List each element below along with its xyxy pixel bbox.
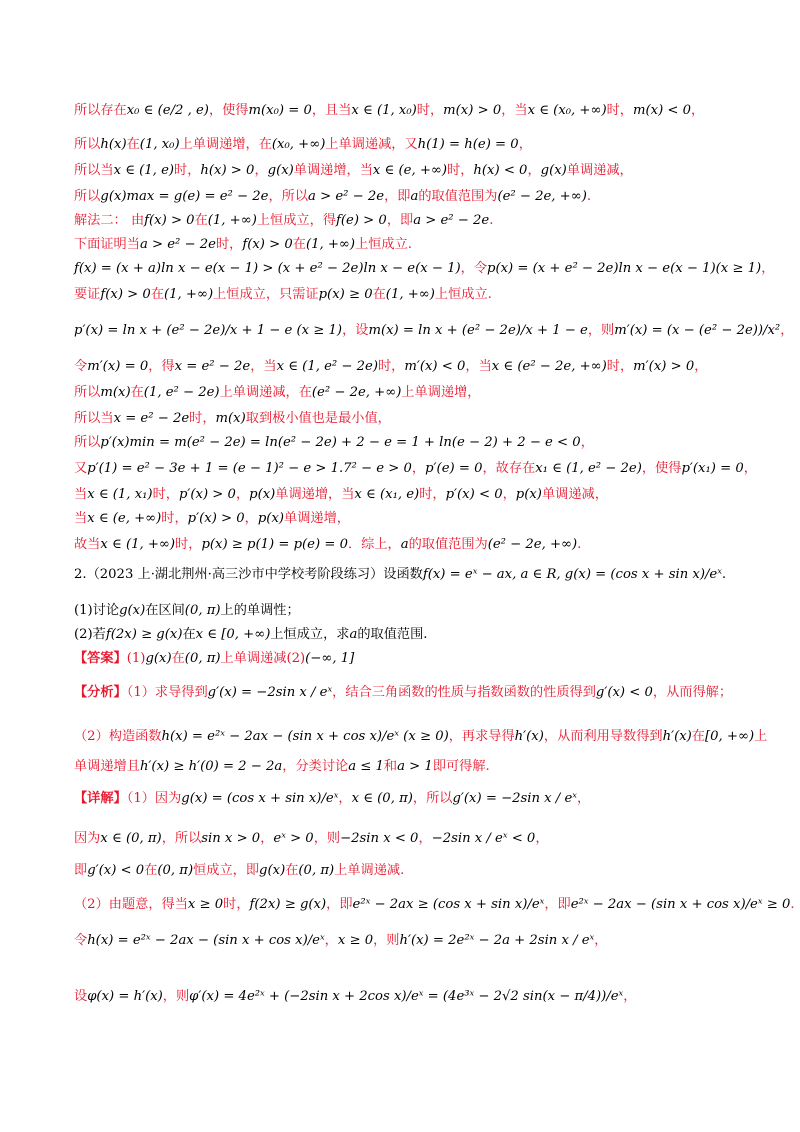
text-segment: 时， bbox=[161, 511, 188, 526]
text-line bbox=[74, 830, 760, 848]
text-line bbox=[74, 862, 760, 880]
math-expression: (1, +∞) bbox=[207, 213, 257, 228]
text-segment: 即可得解. bbox=[432, 759, 490, 774]
math-expression: h′(x) = 2e²ˣ − 2a + 2sin x / eˣ bbox=[399, 933, 595, 948]
text-segment: 在 bbox=[691, 729, 705, 744]
math-expression: a > e² − 2e bbox=[139, 237, 216, 252]
text-segment: 时， bbox=[416, 103, 444, 118]
math-expression: x ∈ (e, +∞) bbox=[372, 163, 448, 178]
math-expression: φ(x) = h′(x) bbox=[87, 989, 163, 1004]
text-segment: . bbox=[577, 537, 582, 552]
text-segment: ，则 bbox=[162, 989, 190, 1004]
text-segment: 在 bbox=[144, 863, 158, 878]
math-expression: h(x) = e²ˣ − 2ax − (sin x + cos x)/eˣ bbox=[87, 933, 325, 948]
text-segment: 上单调递减，又 bbox=[325, 137, 418, 152]
math-expression: x ∈ (0, π) bbox=[100, 831, 162, 846]
text-line bbox=[74, 102, 760, 120]
math-expression: (1, x₀) bbox=[139, 137, 180, 152]
math-expression: (1, +∞) bbox=[305, 237, 356, 252]
math-expression: (e² − 2e, +∞) bbox=[487, 537, 578, 552]
text-line bbox=[74, 322, 794, 340]
text-segment: 时， bbox=[189, 411, 216, 426]
text-segment: (2) bbox=[286, 651, 306, 666]
text-segment: ，从而利用导数得到 bbox=[543, 729, 663, 744]
text-segment: 由 bbox=[126, 213, 145, 228]
text-segment: ， bbox=[324, 933, 338, 948]
math-expression: g′(x) < 0 bbox=[87, 863, 145, 878]
math-expression: h(x) > 0 bbox=[200, 163, 255, 178]
math-expression: g′(x) = −2sin x / eˣ bbox=[207, 685, 333, 700]
math-expression: p′(1) = e² − 3e + 1 = (e − 1)² − e > 1.7² − e > 0 bbox=[87, 461, 412, 476]
text-segment: (2)若 bbox=[74, 627, 106, 642]
math-expression: e²ˣ − 2ax − (sin x + cos x)/eˣ ≥ 0 bbox=[570, 897, 791, 912]
text-line bbox=[74, 650, 760, 668]
math-expression: −2sin x / eˣ < 0 bbox=[431, 831, 536, 846]
text-segment: ，所以 bbox=[412, 791, 453, 806]
math-expression: a bbox=[410, 189, 419, 204]
text-line bbox=[74, 684, 760, 702]
math-expression: p(x) ≥ p(1) = p(e) = 0 bbox=[201, 537, 348, 552]
text-line bbox=[74, 510, 760, 528]
math-expression: p(x) ≥ 0 bbox=[318, 287, 373, 302]
math-expression: (0, π) bbox=[157, 863, 194, 878]
text-segment: 时， bbox=[419, 487, 446, 502]
math-expression: x₁ ∈ (1, e² − 2e) bbox=[535, 461, 642, 476]
section-label: 【答案】 bbox=[74, 651, 127, 666]
math-expression: h′(x) ≥ h′(0) = 2 − 2a bbox=[139, 759, 283, 774]
math-expression: p′(x) > 0 bbox=[187, 511, 245, 526]
math-expression: x ∈ (0, π) bbox=[351, 791, 413, 806]
math-expression: p(x) = (x + e² − 2e)ln x − e(x − 1)(x ≥ 1) bbox=[487, 261, 762, 276]
math-expression: a > 1 bbox=[397, 759, 433, 774]
text-segment: (1) bbox=[126, 651, 146, 666]
math-expression: e²ˣ − 2ax ≥ (cos x + sin x)/eˣ bbox=[352, 897, 545, 912]
math-expression: m′(x) > 0 bbox=[633, 359, 695, 374]
text-segment: . bbox=[721, 567, 727, 582]
text-line bbox=[74, 384, 760, 402]
math-expression: x ≥ 0 bbox=[337, 933, 374, 948]
text-line bbox=[74, 358, 760, 376]
text-line bbox=[74, 162, 760, 180]
math-expression: a bbox=[349, 627, 358, 642]
text-segment: ，当 bbox=[250, 359, 277, 374]
text-segment: ， bbox=[338, 791, 352, 806]
math-expression: h(1) = h(e) = 0 bbox=[417, 137, 519, 152]
text-segment: ， bbox=[411, 461, 426, 476]
text-segment: ，设 bbox=[342, 323, 369, 338]
text-line bbox=[74, 212, 760, 230]
text-line bbox=[74, 790, 760, 808]
text-segment: 在区间 bbox=[145, 603, 185, 618]
math-expression: m(x) = ln x + (e² − 2e)/x + 1 − e bbox=[368, 323, 588, 338]
math-expression: h′(x) bbox=[662, 729, 692, 744]
text-segment: 的取值范围为 bbox=[408, 537, 488, 552]
text-segment: （1）因为 bbox=[126, 791, 182, 806]
text-segment: 和 bbox=[383, 759, 398, 774]
text-segment: 时， bbox=[175, 537, 202, 552]
text-segment: 上单调递减. bbox=[334, 863, 405, 878]
text-segment: 的取值范围为 bbox=[418, 189, 498, 204]
math-expression: [0, +∞) bbox=[704, 729, 755, 744]
math-expression: x ∈ (x₁, e) bbox=[354, 487, 420, 502]
text-segment: 所以当 bbox=[74, 163, 114, 178]
text-line bbox=[74, 236, 760, 254]
math-expression: g(x) bbox=[259, 863, 286, 878]
text-segment: （2）构造函数 bbox=[74, 729, 162, 744]
math-expression: f(2x) ≥ g(x) bbox=[105, 627, 183, 642]
math-expression: g′(x) < 0 bbox=[595, 685, 653, 700]
math-expression: g(x) bbox=[540, 163, 567, 178]
text-segment: ， bbox=[244, 511, 258, 526]
math-expression: p(x) bbox=[249, 487, 276, 502]
math-expression: p′(x) > 0 bbox=[178, 487, 236, 502]
text-segment: 单调递增， bbox=[284, 511, 350, 526]
math-expression: g(x) = (cos x + sin x)/eˣ bbox=[181, 791, 339, 806]
text-segment: (1)讨论 bbox=[74, 603, 120, 618]
text-segment: 时， bbox=[223, 897, 250, 912]
math-expression: m′(x) = 0 bbox=[87, 359, 149, 374]
section-label: 【分析】 bbox=[74, 685, 127, 700]
text-segment: 因为 bbox=[74, 831, 101, 846]
text-segment: 所以存在 bbox=[74, 103, 127, 118]
text-segment: ，得 bbox=[148, 359, 175, 374]
text-segment: （1）求导得到 bbox=[126, 685, 208, 700]
text-segment: 在 bbox=[182, 627, 196, 642]
text-segment: 时， bbox=[152, 487, 179, 502]
text-segment: 即 bbox=[74, 863, 88, 878]
text-segment: ．综上， bbox=[347, 537, 401, 552]
math-expression: a ≤ 1 bbox=[348, 759, 384, 774]
text-segment: 在 bbox=[285, 863, 299, 878]
text-segment: 上恒成立. bbox=[355, 237, 413, 252]
text-segment: 当 bbox=[74, 487, 88, 502]
text-segment: 在 bbox=[126, 137, 140, 152]
text-segment: 故当 bbox=[74, 537, 101, 552]
text-segment: （2）由题意，得当 bbox=[74, 897, 188, 912]
text-segment: 所以 bbox=[74, 385, 101, 400]
text-segment: 上恒成立，得 bbox=[256, 213, 336, 228]
math-expression: p′(e) = 0 bbox=[425, 461, 483, 476]
text-segment: 要证 bbox=[74, 287, 101, 302]
text-segment: ， bbox=[623, 989, 637, 1004]
text-segment: 2.（2023 上·湖北荆州·高三沙市中学校考阶段练习）设函数 bbox=[74, 567, 423, 582]
math-expression: p(x) bbox=[257, 511, 285, 526]
text-segment: 单调递减， bbox=[566, 163, 633, 178]
math-expression: h(x) = e²ˣ − 2ax − (sin x + cos x)/eˣ (x ≥ 0) bbox=[161, 729, 449, 744]
text-segment: ， bbox=[235, 487, 250, 502]
math-expression: (0, π) bbox=[184, 651, 221, 666]
math-expression: f(x) = (x + a)ln x − e(x − 1) > (x + e² − 2e)ln x − e(x − 1) bbox=[74, 261, 461, 276]
text-segment: ，即 bbox=[384, 189, 411, 204]
text-segment: 恒成立，即 bbox=[193, 863, 260, 878]
text-segment: ， bbox=[694, 359, 708, 374]
text-segment: ， bbox=[518, 137, 532, 152]
text-segment: 解法二： bbox=[74, 213, 127, 228]
math-expression: h′(x) bbox=[514, 729, 544, 744]
math-expression: p′(x) < 0 bbox=[445, 487, 503, 502]
text-segment: 下面证明当 bbox=[74, 237, 140, 252]
text-line bbox=[74, 460, 760, 478]
text-line bbox=[74, 932, 760, 950]
math-expression: x₀ ∈ (e/2 , e) bbox=[126, 103, 209, 118]
math-expression: m′(x) = (x − (e² − 2e))/x² bbox=[614, 323, 781, 338]
text-segment: 时， bbox=[606, 359, 634, 374]
text-segment: 上单调递增，在 bbox=[179, 137, 272, 152]
math-expression: g′(x) = −2sin x / eˣ bbox=[452, 791, 577, 806]
text-segment: ，故存在 bbox=[482, 461, 536, 476]
text-segment: 上单调递减 bbox=[220, 651, 287, 666]
math-expression: (1, +∞) bbox=[385, 287, 435, 302]
text-segment: . bbox=[586, 189, 592, 204]
text-line bbox=[74, 260, 775, 278]
text-segment: ， bbox=[418, 831, 432, 846]
text-line bbox=[74, 286, 760, 304]
text-segment: 在 bbox=[372, 287, 386, 302]
text-segment: 在 bbox=[292, 237, 306, 252]
text-segment: 时， bbox=[215, 237, 243, 252]
text-segment: 所以当 bbox=[74, 411, 114, 426]
text-segment: 上的单调性； bbox=[220, 603, 300, 618]
text-segment: ，则 bbox=[313, 831, 341, 846]
text-segment: ， bbox=[743, 461, 757, 476]
text-segment: ，即 bbox=[544, 897, 571, 912]
math-expression: x ∈ [0, +∞) bbox=[195, 627, 271, 642]
text-segment: 在 bbox=[130, 385, 144, 400]
math-expression: f(2x) ≥ g(x) bbox=[249, 897, 327, 912]
text-segment: ，且当 bbox=[311, 103, 352, 118]
text-segment: ， bbox=[527, 163, 541, 178]
math-expression: f(x) > 0 bbox=[242, 237, 293, 252]
math-expression: x = e² − 2e bbox=[113, 411, 190, 426]
math-expression: h(x) bbox=[100, 137, 127, 152]
text-segment: 取到极小值也是最小值， bbox=[245, 411, 391, 426]
math-expression: x ∈ (1, x₁) bbox=[87, 487, 153, 502]
math-expression: h(x) < 0 bbox=[473, 163, 528, 178]
text-segment: ，则 bbox=[587, 323, 615, 338]
math-expression: m(x) > 0 bbox=[443, 103, 502, 118]
math-expression: eˣ > 0 bbox=[273, 831, 314, 846]
text-segment: ，所以 bbox=[268, 189, 309, 204]
math-expression: φ′(x) = 4e²ˣ + (−2sin x + 2cos x)/eˣ = (4e³ˣ − 2√2 sin(x − π/4))/eˣ bbox=[189, 989, 624, 1004]
text-segment: 时， bbox=[447, 163, 474, 178]
text-segment: ， bbox=[761, 261, 775, 276]
math-expression: sin x > 0 bbox=[201, 831, 261, 846]
text-segment: 令 bbox=[74, 359, 88, 374]
math-expression: m(x) < 0 bbox=[632, 103, 692, 118]
math-expression: −2sin x < 0 bbox=[340, 831, 419, 846]
math-expression: (1, +∞) bbox=[164, 287, 214, 302]
text-segment: ， bbox=[254, 163, 268, 178]
text-segment: 令 bbox=[74, 933, 88, 948]
math-expression: m(x₀) = 0 bbox=[248, 103, 312, 118]
math-expression: g(x)max = g(e) = e² − 2e bbox=[100, 189, 269, 204]
text-line bbox=[74, 434, 760, 452]
text-segment: ，当 bbox=[501, 103, 528, 118]
text-segment: ， bbox=[260, 831, 274, 846]
text-segment: . bbox=[489, 213, 494, 228]
text-segment: 所以 bbox=[74, 137, 101, 152]
math-expression: x ∈ (1, e) bbox=[113, 163, 175, 178]
math-expression: f(e) > 0 bbox=[336, 213, 387, 228]
text-segment: 上恒成立. bbox=[434, 287, 492, 302]
text-segment: ， bbox=[576, 791, 591, 806]
section-label: 【详解】 bbox=[74, 791, 127, 806]
math-expression: x ∈ (e² − 2e, +∞) bbox=[491, 359, 607, 374]
text-segment: 单调递增，当 bbox=[293, 163, 373, 178]
math-expression: (x₀, +∞) bbox=[271, 137, 326, 152]
text-line bbox=[74, 188, 760, 206]
math-expression: a > e² − 2e bbox=[413, 213, 490, 228]
math-expression: x ∈ (1, +∞) bbox=[100, 537, 176, 552]
text-line bbox=[74, 758, 760, 776]
math-expression: m(x) bbox=[215, 411, 246, 426]
text-segment: ，则 bbox=[373, 933, 400, 948]
math-expression: x ∈ (1, x₀) bbox=[351, 103, 417, 118]
text-segment: ，当 bbox=[465, 359, 492, 374]
text-segment: 所以 bbox=[74, 189, 101, 204]
text-segment: 在 bbox=[194, 213, 208, 228]
text-segment: ， bbox=[594, 933, 608, 948]
text-segment: 上单调递增， bbox=[401, 385, 481, 400]
text-segment: 上 bbox=[754, 729, 768, 744]
math-expression: x ∈ (e, +∞) bbox=[87, 511, 162, 526]
math-expression: g(x) bbox=[145, 651, 172, 666]
text-segment: 所以 bbox=[74, 435, 101, 450]
text-segment: 上恒成立，只需证 bbox=[213, 287, 319, 302]
text-line bbox=[74, 602, 760, 620]
text-line bbox=[74, 988, 760, 1006]
text-segment: 单调递减， bbox=[541, 487, 608, 502]
text-line bbox=[74, 536, 760, 554]
text-segment: ， bbox=[502, 487, 516, 502]
text-segment: 上单调递减，在 bbox=[219, 385, 312, 400]
text-segment: 当 bbox=[74, 511, 88, 526]
text-segment: 时， bbox=[174, 163, 201, 178]
math-expression: (0, π) bbox=[184, 603, 221, 618]
text-segment: 上恒成立，求 bbox=[270, 627, 350, 642]
text-segment: ，再求导得 bbox=[448, 729, 515, 744]
text-segment: ，令 bbox=[460, 261, 488, 276]
math-expression: (1, e² − 2e) bbox=[143, 385, 220, 400]
math-expression: x ∈ (x₀, +∞) bbox=[527, 103, 607, 118]
text-segment: ， bbox=[780, 323, 794, 338]
math-expression: p(x) bbox=[515, 487, 542, 502]
text-segment: ， bbox=[691, 103, 705, 118]
math-expression: x = e² − 2e bbox=[174, 359, 251, 374]
text-segment: 又 bbox=[74, 461, 88, 476]
math-expression: g(x) bbox=[119, 603, 146, 618]
math-expression: p′(x)min = m(e² − 2e) = ln(e² − 2e) + 2 − e = 1 + ln(e − 2) + 2 − e < 0 bbox=[100, 435, 581, 450]
text-line bbox=[74, 626, 760, 644]
math-expression: (0, π) bbox=[298, 863, 335, 878]
text-line bbox=[74, 410, 760, 428]
math-expression: x ∈ (1, e² − 2e) bbox=[276, 359, 378, 374]
math-expression: (e² − 2e, +∞) bbox=[497, 189, 587, 204]
text-line bbox=[74, 136, 760, 154]
text-segment: 在 bbox=[150, 287, 164, 302]
math-expression: p′(x₁) = 0 bbox=[681, 461, 744, 476]
text-segment: ，使得 bbox=[641, 461, 682, 476]
math-expression: f(x) = eˣ − ax, a ∈ R, g(x) = (cos x + sin x)/eˣ bbox=[422, 567, 722, 582]
text-line bbox=[74, 566, 760, 584]
math-expression: x ≥ 0 bbox=[187, 897, 224, 912]
math-expression: m′(x) < 0 bbox=[404, 359, 466, 374]
text-segment: ，从而得解； bbox=[652, 685, 733, 700]
text-segment: 单调递增且 bbox=[74, 759, 140, 774]
text-segment: ，所以 bbox=[161, 831, 202, 846]
text-segment: ，即 bbox=[386, 213, 414, 228]
text-segment: 时， bbox=[606, 103, 633, 118]
text-segment: 时， bbox=[377, 359, 405, 374]
text-segment: . bbox=[790, 897, 795, 912]
math-expression: a > e² − 2e bbox=[308, 189, 385, 204]
text-segment: ， bbox=[580, 435, 594, 450]
text-line bbox=[74, 486, 760, 504]
text-segment: ，使得 bbox=[208, 103, 249, 118]
text-line bbox=[74, 896, 795, 914]
math-expression: (−∞, 1] bbox=[305, 651, 355, 666]
text-segment: 在 bbox=[171, 651, 185, 666]
math-expression: a bbox=[400, 537, 409, 552]
text-segment: 设 bbox=[74, 989, 88, 1004]
math-expression: m(x) bbox=[100, 385, 131, 400]
math-expression: (e² − 2e, +∞) bbox=[311, 385, 402, 400]
text-segment: ，分类讨论 bbox=[282, 759, 349, 774]
math-expression: g(x) bbox=[267, 163, 294, 178]
math-expression: p′(x) = ln x + (e² − 2e)/x + 1 − e (x ≥ 1) bbox=[74, 323, 343, 338]
text-segment: ， bbox=[535, 831, 549, 846]
text-segment: 的取值范围. bbox=[357, 627, 428, 642]
math-expression: f(x) > 0 bbox=[100, 287, 151, 302]
text-line bbox=[74, 728, 768, 746]
text-segment: ，结合三角函数的性质与指数函数的性质得到 bbox=[332, 685, 596, 700]
text-segment: ，即 bbox=[326, 897, 353, 912]
text-segment: 单调递增，当 bbox=[275, 487, 355, 502]
math-expression: f(x) > 0 bbox=[144, 213, 195, 228]
